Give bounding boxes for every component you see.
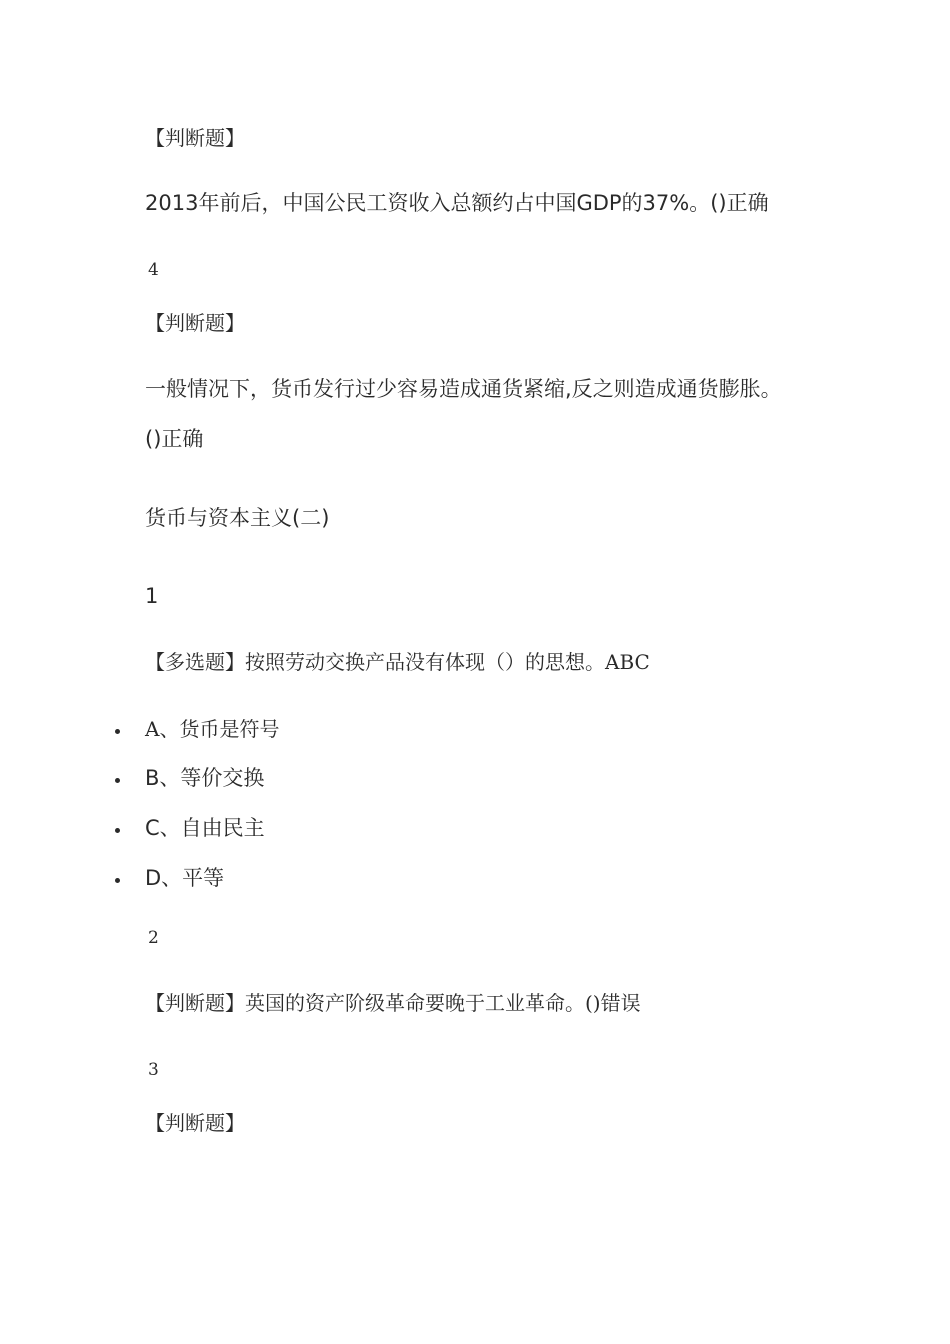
question-number: 1 bbox=[145, 584, 159, 608]
question-number: 4 bbox=[148, 260, 159, 280]
question-text: 【判断题】英国的资产阶级革命要晚于工业革命。()错误 bbox=[145, 991, 641, 1015]
option-label: D、平等 bbox=[145, 866, 225, 890]
bullet-icon bbox=[115, 828, 120, 833]
question-type-label: 【判断题】 bbox=[145, 1111, 245, 1135]
question-number: 3 bbox=[148, 1060, 159, 1080]
question-text-line-1: 一般情况下，货币发行过少容易造成通货紧缩,反之则造成通货膨胀。 bbox=[145, 377, 782, 401]
question-text: 【多选题】按照劳动交换产品没有体现（）的思想。ABC bbox=[145, 650, 650, 674]
bullet-icon bbox=[115, 729, 120, 734]
bullet-icon bbox=[115, 878, 120, 883]
question-type-label: 【判断题】 bbox=[145, 126, 245, 150]
section-title: 货币与资本主义(二) bbox=[145, 506, 330, 530]
question-type-label: 【判断题】 bbox=[145, 311, 245, 335]
bullet-icon bbox=[115, 778, 120, 783]
question-number: 2 bbox=[148, 928, 159, 948]
option-label: A、货币是符号 bbox=[145, 717, 280, 741]
question-text-line-2: ()正确 bbox=[145, 427, 204, 451]
option-label: B、等价交换 bbox=[145, 766, 265, 790]
question-text: 2013年前后，中国公民工资收入总额约占中国GDP的37%。()正确 bbox=[145, 191, 769, 215]
option-label: C、自由民主 bbox=[145, 816, 265, 840]
